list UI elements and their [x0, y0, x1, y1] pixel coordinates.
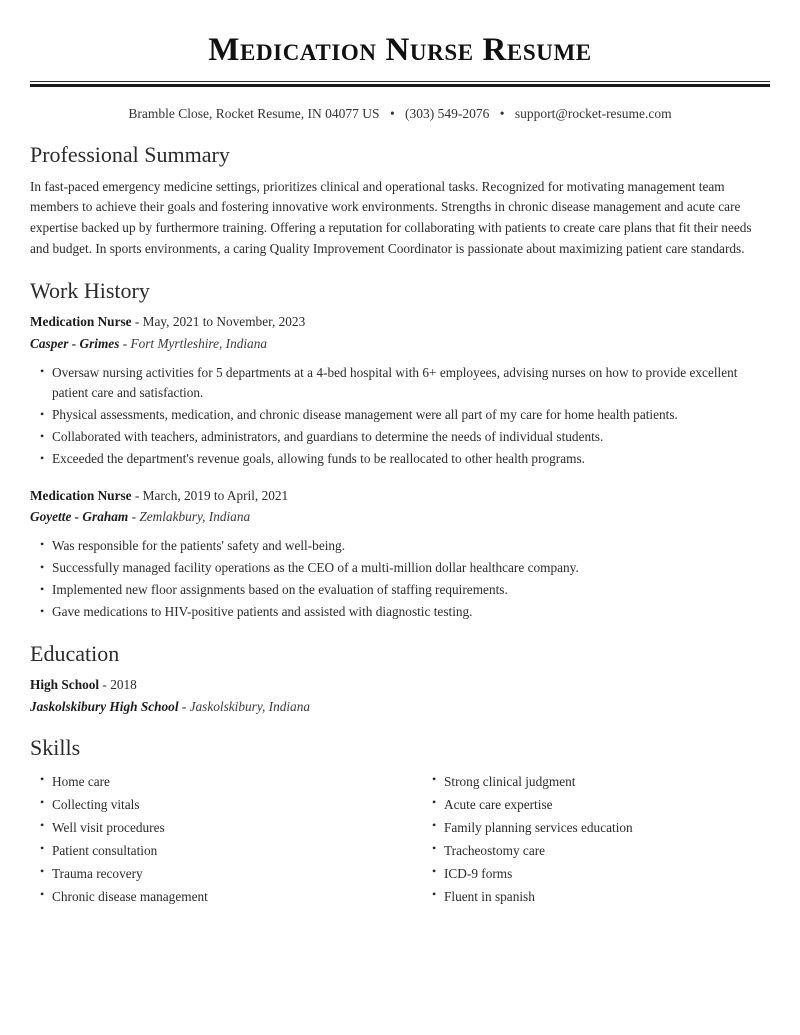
- job-title: Medication Nurse: [30, 487, 132, 503]
- job-separator: -: [134, 487, 140, 503]
- education-year: 2018: [110, 677, 137, 693]
- job-location: Zemlakbury, Indiana: [139, 509, 251, 525]
- job-company-line: [30, 507, 770, 528]
- skills-list-left: [30, 770, 400, 908]
- education-degree-line: [30, 675, 770, 696]
- skill-item: • Collecting vitals: [52, 793, 400, 816]
- skill-item: • Patient consultation: [52, 839, 400, 862]
- professional-summary-text: In fast-paced emergency medicine settings, prioritizes clinical and operational tasks. Recognized for motivating management team members to achieve their goals and fostering innovative work environments. Strengths in chronic disease management and acute care expertise backed up by furthermore training. Offering a reputation for collaborating with patients to create care plans that fit their needs and budget. In sports environments, a caring Quality Improvement Coordinator is passionate about maximizing patient care standards.: [30, 178, 752, 257]
- job-company-separator: -: [122, 336, 128, 352]
- contact-address: Bramble Close, Rocket Resume, IN 04077 US: [128, 106, 380, 122]
- skills-column-right: [400, 770, 770, 908]
- job-dates: May, 2021 to November, 2023: [142, 314, 306, 330]
- contact-info: [30, 105, 770, 124]
- contact-email[interactable]: support@rocket-resume.com: [514, 106, 672, 122]
- section-heading-skills: Skills: [30, 735, 81, 761]
- job-bullet: • Physical assessments, medication, and chronic disease management were all part of my care for home health patients.: [52, 405, 770, 425]
- education-school-separator: -: [181, 698, 187, 714]
- education-school: Jaskolskibury High School: [30, 698, 179, 714]
- job-title: Medication Nurse: [30, 314, 132, 330]
- skills-list-right: [422, 770, 770, 908]
- job-bullet: • Implemented new floor assignments based on the evaluation of staffing requirements.: [52, 580, 770, 600]
- skill-item: • Chronic disease management: [52, 885, 400, 908]
- skills-column-left: [30, 770, 400, 908]
- skill-item: • Acute care expertise: [444, 793, 770, 816]
- job-bullet: • Gave medications to HIV-positive patients and assisted with diagnostic testing.: [52, 602, 770, 622]
- job-separator: -: [134, 314, 140, 330]
- job-company-line: [30, 334, 770, 355]
- skill-item: • Well visit procedures: [52, 816, 400, 839]
- skills-columns: [30, 770, 770, 908]
- job-company-separator: -: [131, 509, 136, 525]
- skill-item: • Strong clinical judgment: [444, 770, 770, 793]
- job-bullet-list: [30, 536, 770, 623]
- section-work-history: [30, 278, 770, 623]
- job-company: Goyette - Graham: [30, 509, 129, 525]
- education-separator: -: [102, 677, 107, 693]
- job-bullet: • Was responsible for the patients' safety and well-being.: [52, 536, 770, 556]
- divider-line-thick: [30, 84, 770, 87]
- job-bullet: • Successfully managed facility operations as the CEO of a multi-million dollar healthcare company.: [52, 558, 770, 578]
- education-location: Jaskolskibury, Indiana: [189, 698, 311, 714]
- skill-item: • Fluent in spanish: [444, 885, 770, 908]
- section-heading-education: Education: [30, 640, 120, 666]
- job-company: Casper - Grimes: [30, 336, 120, 352]
- education-entry: [30, 675, 770, 717]
- section-skills: [30, 735, 770, 907]
- job-bullet: • Exceeded the department's revenue goals, allowing funds to be reallocated to other health programs.: [52, 449, 770, 469]
- work-history-entry: [30, 486, 770, 623]
- job-location: Fort Myrtleshire, Indiana: [130, 336, 268, 352]
- contact-separator-2: •: [499, 106, 505, 122]
- skill-item: • ICD-9 forms: [444, 862, 770, 885]
- skill-item: • Trauma recovery: [52, 862, 400, 885]
- page-title: Medication Nurse Resume: [208, 32, 592, 68]
- job-bullet: • Oversaw nursing activities for 5 departments at a 4-bed hospital with 6+ employees, advising nurses on how to provide excellent patient care and satisfaction.: [52, 363, 770, 403]
- header-divider: [30, 81, 770, 87]
- education-degree: High School: [30, 677, 100, 693]
- work-history-entry: [30, 312, 770, 469]
- contact-separator-1: •: [389, 106, 395, 122]
- section-education: [30, 641, 770, 718]
- section-heading-professional-summary: Professional Summary: [30, 142, 230, 168]
- job-dates: March, 2019 to April, 2021: [142, 487, 289, 503]
- job-header-line: [30, 312, 770, 333]
- section-professional-summary: [30, 142, 770, 260]
- job-bullet: • Collaborated with teachers, administrators, and guardians to determine the needs of individual students.: [52, 427, 770, 447]
- contact-phone: (303) 549-2076: [405, 106, 490, 122]
- job-header-line: [30, 486, 770, 507]
- job-bullet-list: [30, 363, 770, 470]
- skill-item: • Family planning services education: [444, 816, 770, 839]
- section-heading-work-history: Work History: [30, 278, 150, 304]
- education-school-line: [30, 697, 770, 718]
- skill-item: • Tracheostomy care: [444, 839, 770, 862]
- skill-item: • Home care: [52, 770, 400, 793]
